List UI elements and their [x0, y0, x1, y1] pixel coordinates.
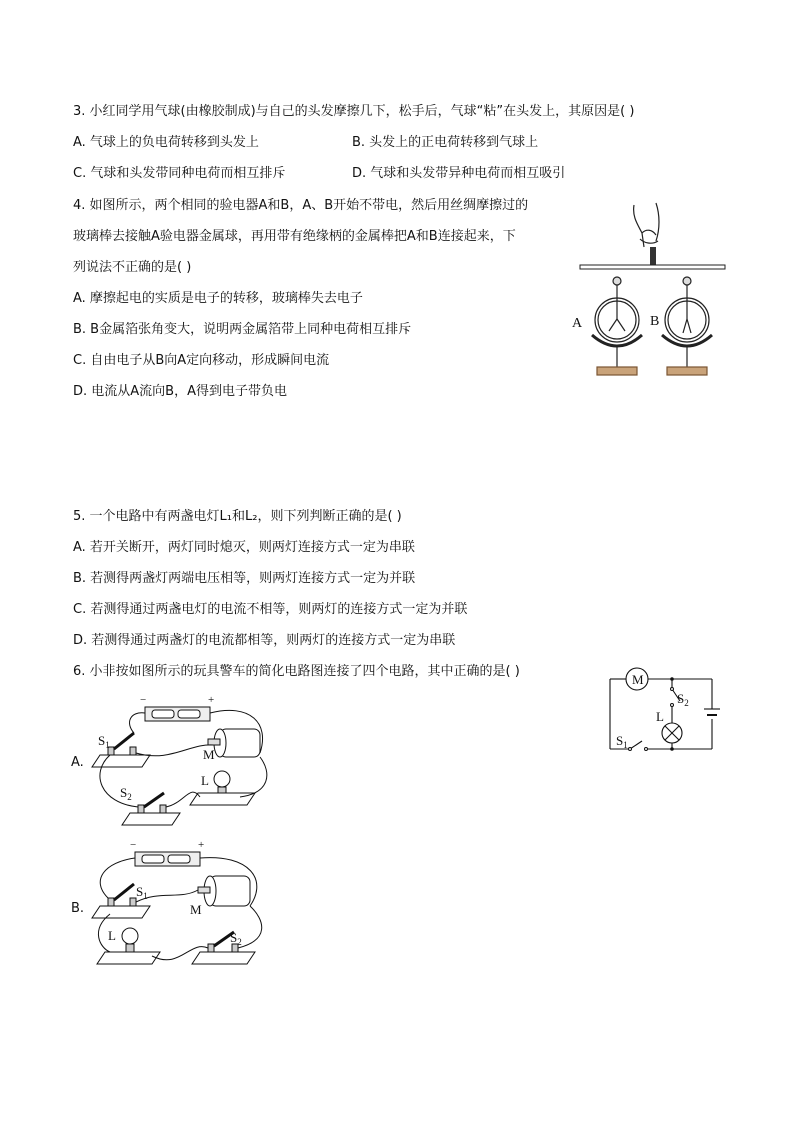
q3-option-c[interactable]: C. 气球和头发带同种电荷而相互排斥	[73, 166, 286, 181]
q3-option-a[interactable]: A. 气球上的负电荷转移到头发上	[73, 135, 259, 150]
q5-option-a[interactable]: A. 若开关断开，两灯同时熄灭，则两灯连接方式一定为串联	[73, 540, 415, 555]
choice-a-s1-label: $S_1$	[98, 733, 110, 750]
q4-stem-line-2: 玻璃棒去接触A验电器金属球，再用带有绝缘柄的金属棒把A和B连接起来，下	[73, 229, 516, 244]
glass-rod	[650, 247, 656, 265]
electroscope-a-label: A	[572, 316, 583, 331]
electroscope-a	[592, 277, 642, 375]
q6-choice-b-circuit[interactable]	[90, 840, 280, 975]
schematic-s1-label: $S_1$	[616, 733, 628, 750]
hand-icon	[634, 203, 659, 247]
q6-stem: 6. 小非按如图所示的玩具警车的简化电路图连接了四个电路，其中正确的是( )	[73, 664, 520, 679]
choice-b-plus: +	[198, 840, 205, 851]
choice-a-plus: +	[208, 694, 215, 706]
q4-option-a[interactable]: A. 摩擦起电的实质是电子的转移，玻璃棒失去电子	[73, 291, 363, 306]
q4-stem-line-1: 4. 如图所示，两个相同的验电器A和B，A、B开始不带电，然后用丝绸摩擦过的	[73, 198, 529, 213]
q6-schematic	[600, 665, 725, 757]
electroscope-figure	[572, 195, 732, 380]
electroscope-b-label: B	[650, 314, 660, 329]
choice-b-minus: −	[130, 840, 137, 851]
choice-a-lamp-label: L	[201, 773, 209, 788]
q6-choice-a-letter[interactable]: A.	[71, 755, 84, 770]
schematic-motor-label: M	[632, 672, 644, 687]
schematic-s2-label: $S_2$	[677, 691, 689, 708]
metal-bar	[580, 265, 725, 269]
q6-choice-a-circuit[interactable]	[90, 693, 280, 828]
q5-option-b[interactable]: B. 若测得两盏灯两端电压相等，则两灯连接方式一定为并联	[73, 571, 416, 586]
choice-a-s2-label: $S_2$	[120, 785, 132, 802]
choice-a-minus: −	[140, 694, 147, 706]
q3-option-d[interactable]: D. 气球和头发带异种电荷而相互吸引	[352, 166, 566, 181]
q4-stem-line-3: 列说法不正确的是( )	[73, 260, 192, 275]
q5-stem: 5. 一个电路中有两盏电灯L₁和L₂，则下列判断正确的是( )	[73, 509, 402, 524]
q6-choice-b-letter[interactable]: B.	[71, 901, 85, 916]
choice-b-motor-label: M	[190, 902, 202, 917]
choice-b-lamp-label: L	[108, 928, 116, 943]
q4-option-d[interactable]: D. 电流从A流向B，A得到电子带负电	[73, 384, 287, 399]
choice-a-motor-label: M	[203, 747, 215, 762]
q4-option-b[interactable]: B. B金属箔张角变大，说明两金属箔带上同种电荷相互排斥	[73, 322, 412, 337]
electroscope-b	[662, 277, 712, 375]
q5-option-d[interactable]: D. 若测得通过两盏灯的电流都相等，则两灯的连接方式一定为串联	[73, 633, 456, 648]
schematic-lamp-label: L	[656, 709, 664, 724]
q3-option-b[interactable]: B. 头发上的正电荷转移到气球上	[352, 135, 539, 150]
choice-b-s1-label: $S_1$	[136, 884, 148, 901]
q3-stem: 3. 小红同学用气球(由橡胶制成)与自己的头发摩擦几下，松手后，气球“粘”在头发上，其原因是( )	[73, 104, 635, 119]
choice-b-s2-label: $S_2$	[230, 930, 242, 947]
q4-option-c[interactable]: C. 自由电子从B向A定向移动，形成瞬间电流	[73, 353, 330, 368]
q5-option-c[interactable]: C. 若测得通过两盏电灯的电流不相等，则两灯的连接方式一定为并联	[73, 602, 468, 617]
